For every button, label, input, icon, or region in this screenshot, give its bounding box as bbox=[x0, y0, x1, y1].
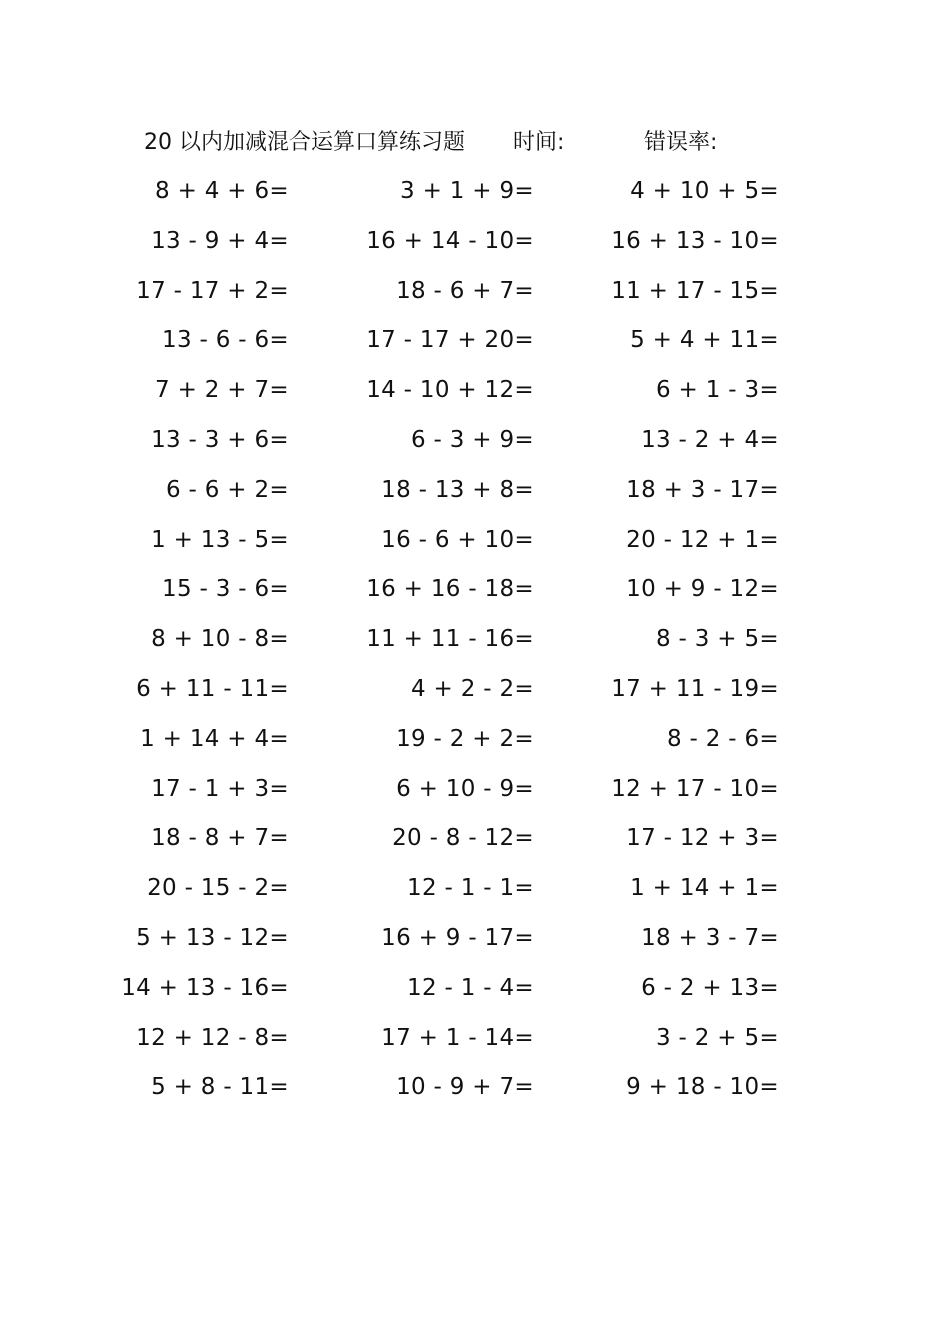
problem-row bbox=[0, 1017, 950, 1067]
problem-item: 5 + 4 + 11= bbox=[630, 327, 779, 354]
problem-item: 11 + 17 - 15= bbox=[611, 277, 779, 304]
problem-item: 6 - 2 + 13= bbox=[641, 974, 779, 1001]
problem-item: 17 - 1 + 3= bbox=[151, 775, 289, 802]
problem-item: 8 + 4 + 6= bbox=[155, 178, 289, 204]
problem-item: 17 - 17 + 20= bbox=[366, 327, 534, 354]
problem-item: 10 - 9 + 7= bbox=[396, 1074, 534, 1101]
problem-item: 14 - 10 + 12= bbox=[366, 377, 534, 404]
problem-item: 6 - 6 + 2= bbox=[166, 476, 289, 503]
problem-item: 8 - 3 + 5= bbox=[656, 626, 779, 653]
problem-item: 17 - 12 + 3= bbox=[626, 825, 779, 852]
problem-item: 9 + 18 - 10= bbox=[626, 1074, 779, 1101]
problem-item: 17 + 1 - 14= bbox=[381, 1024, 534, 1051]
problem-item: 8 + 10 - 8= bbox=[151, 626, 289, 653]
problem-row bbox=[0, 319, 950, 369]
problem-row bbox=[0, 270, 950, 320]
problem-row bbox=[0, 768, 950, 818]
problem-row bbox=[0, 369, 950, 419]
problem-item: 6 + 10 - 9= bbox=[396, 775, 534, 802]
problem-item: 3 + 1 + 9= bbox=[400, 178, 534, 204]
problem-item: 17 - 17 + 2= bbox=[136, 277, 289, 304]
problem-item: 16 + 13 - 10= bbox=[611, 227, 779, 254]
problem-item: 18 - 13 + 8= bbox=[381, 476, 534, 503]
problem-item: 20 - 8 - 12= bbox=[392, 825, 534, 852]
problem-item: 3 - 2 + 5= bbox=[656, 1024, 779, 1051]
problem-item: 11 + 11 - 16= bbox=[366, 626, 534, 653]
problem-item: 16 + 9 - 17= bbox=[381, 924, 534, 951]
problem-item: 13 - 3 + 6= bbox=[151, 426, 289, 453]
problem-item: 19 - 2 + 2= bbox=[396, 725, 534, 752]
problem-item: 13 - 9 + 4= bbox=[151, 227, 289, 254]
problem-item: 6 + 1 - 3= bbox=[656, 377, 779, 404]
problem-item: 16 - 6 + 10= bbox=[381, 526, 534, 553]
problem-item: 18 - 8 + 7= bbox=[151, 825, 289, 852]
problem-row bbox=[0, 817, 950, 867]
problem-item: 16 + 16 - 18= bbox=[366, 576, 534, 603]
problem-item: 10 + 9 - 12= bbox=[626, 576, 779, 603]
problem-item: 7 + 2 + 7= bbox=[155, 377, 289, 404]
problem-item: 13 - 2 + 4= bbox=[641, 426, 779, 453]
problem-item: 12 - 1 - 1= bbox=[407, 875, 534, 902]
problem-item: 8 - 2 - 6= bbox=[666, 725, 779, 752]
problem-item: 18 + 3 - 17= bbox=[626, 476, 779, 503]
problem-item: 18 - 6 + 7= bbox=[396, 277, 534, 304]
problem-item: 12 + 12 - 8= bbox=[136, 1024, 289, 1051]
problem-item: 4 + 10 + 5= bbox=[630, 178, 779, 204]
problem-item: 6 + 11 - 11= bbox=[136, 675, 289, 702]
problem-row bbox=[0, 568, 950, 618]
time-label: 时间: bbox=[513, 130, 565, 155]
problem-row bbox=[0, 519, 950, 569]
problem-row bbox=[0, 967, 950, 1017]
problem-item: 14 + 13 - 16= bbox=[121, 974, 289, 1001]
problem-item: 5 + 8 - 11= bbox=[151, 1074, 289, 1101]
problem-row bbox=[0, 170, 950, 220]
problem-item: 13 - 6 - 6= bbox=[162, 327, 289, 354]
problem-row bbox=[0, 718, 950, 768]
problem-row bbox=[0, 618, 950, 668]
problem-item: 20 - 12 + 1= bbox=[626, 526, 779, 553]
problem-item: 1 + 13 - 5= bbox=[151, 526, 289, 553]
problem-item: 5 + 13 - 12= bbox=[136, 924, 289, 951]
problem-item: 16 + 14 - 10= bbox=[366, 227, 534, 254]
worksheet-title: 20 以内加减混合运算口算练习题 bbox=[144, 130, 465, 155]
problem-item: 12 + 17 - 10= bbox=[611, 775, 779, 802]
problem-item: 4 + 2 - 2= bbox=[411, 675, 534, 702]
problem-item: 1 + 14 + 4= bbox=[140, 725, 289, 752]
worksheet-header bbox=[144, 126, 844, 160]
problem-row bbox=[0, 1066, 950, 1116]
problem-item: 18 + 3 - 7= bbox=[641, 924, 779, 951]
problem-item: 20 - 15 - 2= bbox=[147, 875, 289, 902]
problem-item: 6 - 3 + 9= bbox=[411, 426, 534, 453]
problem-item: 15 - 3 - 6= bbox=[162, 576, 289, 603]
problem-item: 12 - 1 - 4= bbox=[407, 974, 534, 1001]
problem-item: 17 + 11 - 19= bbox=[611, 675, 779, 702]
problem-row bbox=[0, 917, 950, 967]
error-rate-label: 错误率: bbox=[644, 130, 718, 155]
problem-row bbox=[0, 668, 950, 718]
problem-item: 1 + 14 + 1= bbox=[630, 875, 779, 902]
problem-row bbox=[0, 419, 950, 469]
problem-row bbox=[0, 867, 950, 917]
problem-grid bbox=[0, 170, 950, 1116]
problem-row bbox=[0, 469, 950, 519]
problem-row bbox=[0, 220, 950, 270]
